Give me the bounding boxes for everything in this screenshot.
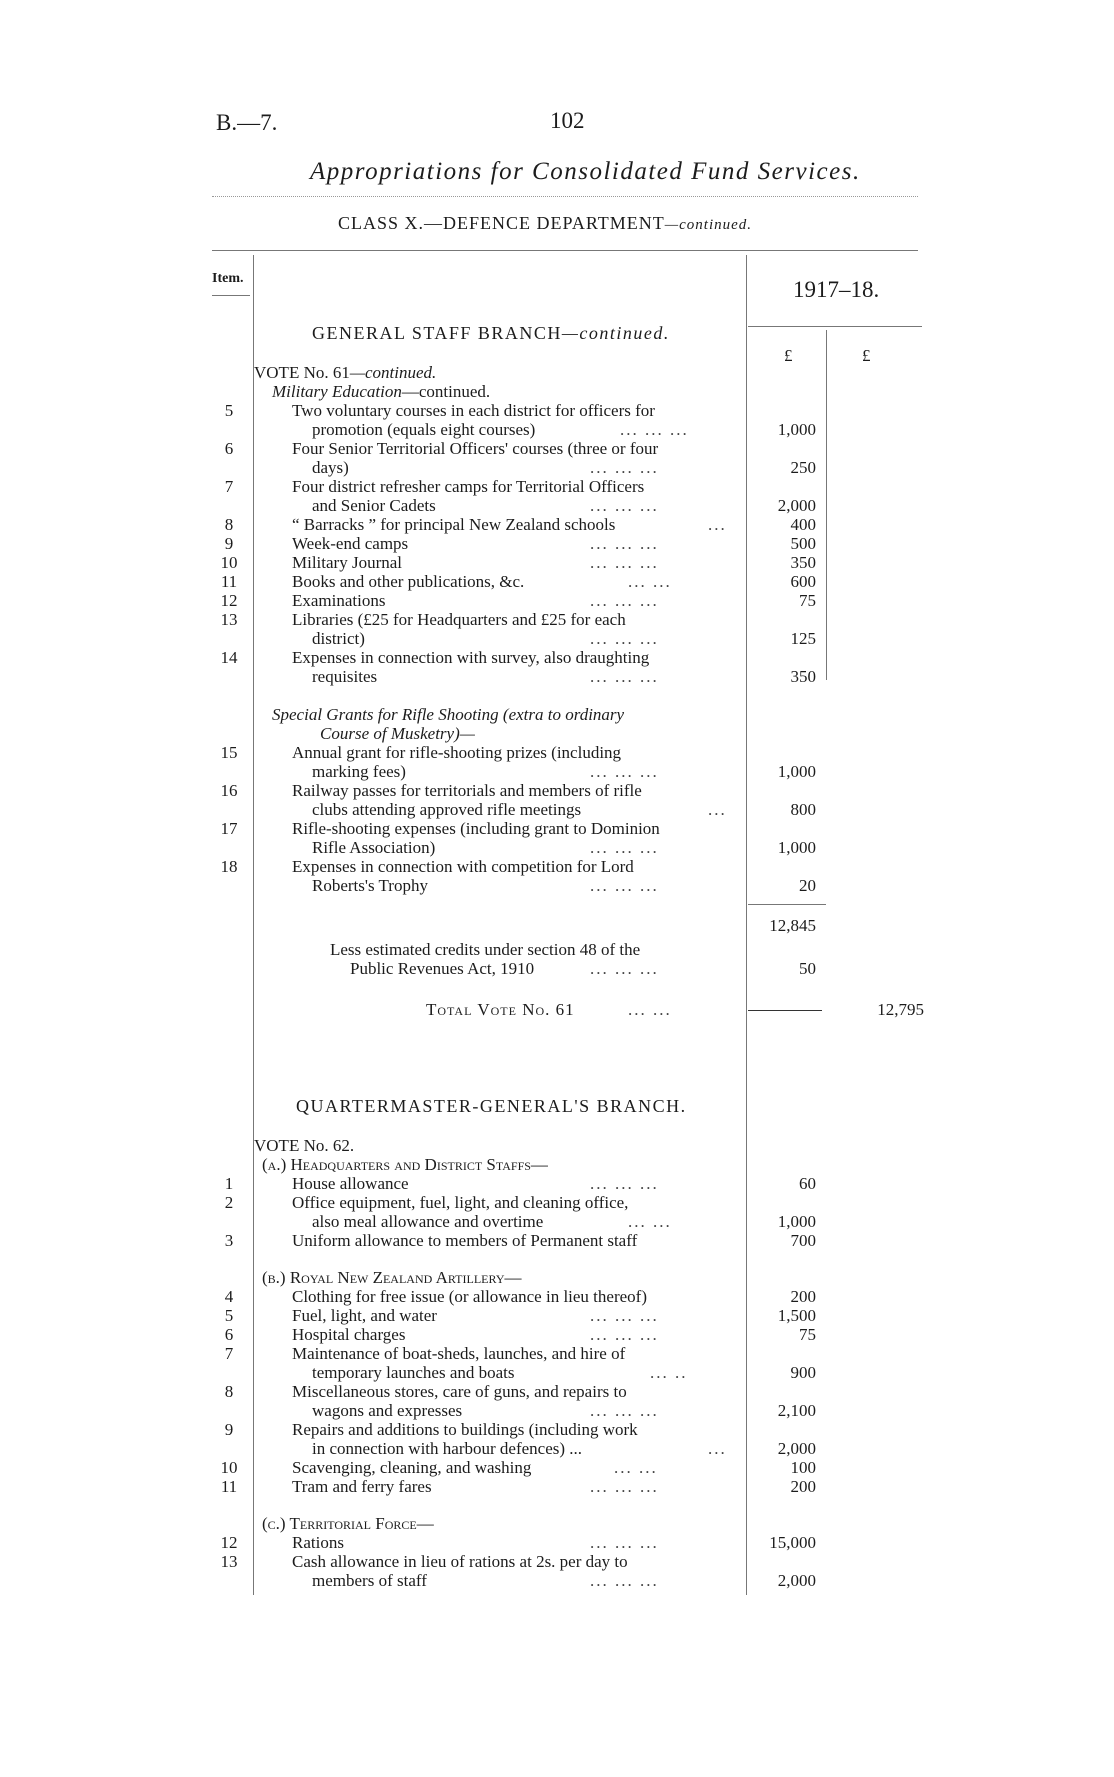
vote-62-heading (0, 1136, 1114, 1155)
table-row (0, 781, 1114, 800)
page-number: 102 (550, 108, 585, 133)
item-description: Four Senior Territorial Officers' courses (three or four (292, 439, 659, 458)
item-amount: 1,000 (777, 1212, 816, 1231)
table-row-continuation (0, 800, 1114, 819)
item-description-cont: district) (312, 629, 365, 648)
table-row (0, 401, 1114, 420)
table-row-continuation (0, 838, 1114, 857)
military-education-subhead (0, 382, 1114, 401)
item-description: Repairs and additions to buildings (including work (292, 1420, 638, 1439)
leader-dots-short: ... (708, 515, 727, 534)
class-heading (338, 213, 752, 234)
leader-dots: ... ... ... (590, 1306, 659, 1325)
item-number: 10 (220, 1458, 238, 1477)
section-c-heading (0, 1514, 1114, 1533)
leader-dots-short: ... (708, 800, 727, 819)
subhead-continued: —continued. (401, 382, 491, 401)
item-description: Expenses in connection with competition for Lord (292, 857, 634, 876)
leader-dots: ... ... ... (590, 496, 659, 515)
table-row (0, 553, 1114, 572)
leader-dots: ... ... ... (590, 838, 659, 857)
item-amount: 100 (790, 1458, 816, 1477)
general-staff-branch-title (312, 323, 670, 344)
item-amount: 2,100 (777, 1401, 816, 1420)
quartermaster-branch-title: QUARTERMASTER-GENERAL'S BRANCH. (296, 1096, 687, 1116)
item-number: 8 (224, 515, 234, 534)
item-amount: 350 (790, 667, 816, 686)
table-row-continuation (0, 496, 1114, 515)
table-row (0, 1193, 1114, 1212)
item-number: 12 (220, 1533, 238, 1552)
item-number: 5 (224, 401, 234, 420)
item-amount: 800 (790, 800, 816, 819)
item-description-cont: requisites (312, 667, 378, 686)
leader-dots-medium: ... .. (650, 1363, 688, 1382)
item-description: Scavenging, cleaning, and washing (292, 1458, 532, 1477)
document-reference: B.—7. (216, 110, 278, 135)
item-number: 11 (220, 572, 238, 591)
table-row (0, 534, 1114, 553)
item-description: Railway passes for territorials and members of rifle (292, 781, 642, 800)
section-b-heading (0, 1268, 1114, 1287)
branch-title-text: GENERAL STAFF BRANCH (312, 323, 562, 343)
item-description: Hospital charges (292, 1325, 406, 1344)
less-credits-text-cont: Public Revenues Act, 1910 (350, 959, 535, 978)
item-description: Week-end camps (292, 534, 409, 553)
table-row-continuation (0, 762, 1114, 781)
item-number: 10 (220, 553, 238, 572)
item-number: 17 (220, 819, 238, 838)
vote-61-heading (0, 363, 1114, 382)
item-description-cont: Rifle Association) (312, 838, 436, 857)
item-description: Four district refresher camps for Territorial Officers (292, 477, 645, 496)
item-description: Books and other publications, &c. (292, 572, 525, 591)
item-description: Fuel, light, and water (292, 1306, 437, 1325)
section-c-label: (c.) Territorial Force— (262, 1514, 434, 1533)
item-amount: 1,000 (777, 838, 816, 857)
table-row-continuation (0, 458, 1114, 477)
item-number: 16 (220, 781, 238, 800)
item-number: 7 (224, 1344, 234, 1363)
subhead-text: Military Education (272, 382, 402, 401)
table-row (0, 439, 1114, 458)
table-row-continuation (0, 1571, 1114, 1590)
total-vote-61-row (0, 1000, 1114, 1019)
leader-dots: ... ... ... (590, 629, 659, 648)
table-row (0, 572, 1114, 591)
branch-title-continued: —continued. (561, 323, 670, 343)
vote-61-continued: —continued. (349, 363, 437, 382)
item-number: 6 (224, 1325, 234, 1344)
leader-dots-medium: ... ... (628, 1212, 672, 1231)
item-number: 13 (220, 1552, 238, 1571)
table-row-continuation (0, 1363, 1114, 1382)
item-amount: 75 (799, 1325, 816, 1344)
item-number: 8 (224, 1382, 234, 1401)
item-description: “ Barracks ” for principal New Zealand schools (292, 515, 616, 534)
item-amount: 20 (799, 876, 816, 895)
item-description: Examinations (292, 591, 386, 610)
table-row-continuation (0, 1212, 1114, 1231)
military-education-label (272, 382, 490, 401)
item-amount: 500 (790, 534, 816, 553)
item-number: 12 (220, 591, 238, 610)
item-description-cont: in connection with harbour defences) ... (312, 1439, 583, 1458)
leader-dots: ... ... ... (590, 591, 659, 610)
table-row (0, 1306, 1114, 1325)
leader-dots: ... ... ... (590, 667, 659, 686)
leader-dots: ... ... ... (590, 534, 659, 553)
total-vote-61-amount: 12,795 (877, 1000, 924, 1019)
year-column-header: 1917–18. (793, 277, 880, 302)
leader-dots: ... ... ... (590, 1401, 659, 1420)
leader-dots: ... ... ... (590, 876, 659, 895)
item-amount: 125 (790, 629, 816, 648)
class-heading-continued: —continued. (664, 217, 753, 233)
item-number: 9 (224, 1420, 234, 1439)
table-row-continuation (0, 876, 1114, 895)
table-row (0, 1420, 1114, 1439)
item-amount: 250 (790, 458, 816, 477)
item-description-cont: temporary launches and boats (312, 1363, 515, 1382)
item-description-cont: marking fees) (312, 762, 406, 781)
item-amount: 700 (790, 1231, 816, 1250)
leader-dots: ... ... ... (590, 553, 659, 572)
item-header-underline (212, 295, 250, 296)
item-description: Two voluntary courses in each district for officers for (292, 401, 655, 420)
item-amount: 200 (790, 1477, 816, 1496)
subtotal-amount: 12,845 (769, 916, 816, 935)
total-vote-61-label: Total Vote No. 61 (426, 1000, 575, 1019)
item-number: 11 (220, 1477, 238, 1496)
item-description: Rations (292, 1533, 344, 1552)
item-number: 13 (220, 610, 238, 629)
item-description-cont: members of staff (312, 1571, 427, 1590)
item-number: 7 (224, 477, 234, 496)
leader-dots: ... ... ... (590, 1477, 659, 1496)
item-description: Office equipment, fuel, light, and cleaning office, (292, 1193, 629, 1212)
item-amount: 1,000 (777, 420, 816, 439)
leader-dots: ... ... ... (590, 762, 659, 781)
leader-dots-medium: ... ... (628, 572, 672, 591)
leader-dots-medium: ... ... (614, 1458, 658, 1477)
subtotal-row (0, 916, 1114, 935)
leader-dots: ... ... ... (590, 1174, 659, 1193)
item-column-header: Item. (212, 271, 244, 286)
leader-dots-medium: ... ... (628, 1000, 672, 1019)
item-description: House allowance (292, 1174, 409, 1193)
item-number: 18 (220, 857, 238, 876)
item-description-cont: days) (312, 458, 349, 477)
table-row (0, 1174, 1114, 1193)
table-row-continuation (0, 629, 1114, 648)
table-row-continuation (0, 667, 1114, 686)
section-b-label: (b.) Royal New Zealand Artillery— (262, 1268, 522, 1287)
item-number: 4 (224, 1287, 234, 1306)
table-row (0, 1477, 1114, 1496)
item-description: Military Journal (292, 553, 403, 572)
table-row (0, 1382, 1114, 1401)
item-amount: 200 (790, 1287, 816, 1306)
table-row (0, 591, 1114, 610)
class-heading-text: CLASS X.—DEFENCE DEPARTMENT (338, 213, 665, 233)
item-amount: 2,000 (777, 1439, 816, 1458)
item-description: Expenses in connection with survey, also draughting (292, 648, 650, 667)
leader-dots: ... ... ... (590, 1571, 659, 1590)
item-amount: 15,000 (769, 1533, 816, 1552)
pound-column-2: £ (862, 346, 871, 365)
section-a-label: (a.) Headquarters and District Staffs— (262, 1155, 548, 1174)
item-number: 14 (220, 648, 238, 667)
page-title: Appropriations for Consolidated Fund Services. (310, 158, 861, 185)
table-row-continuation (0, 420, 1114, 439)
item-description-cont: wagons and expresses (312, 1401, 463, 1420)
item-amount: 2,000 (777, 1571, 816, 1590)
item-amount: 400 (790, 515, 816, 534)
item-description-cont: promotion (equals eight courses) (312, 420, 536, 439)
item-description: Miscellaneous stores, care of guns, and repairs to (292, 1382, 627, 1401)
special-grants-heading (0, 705, 1114, 724)
leader-dots: ... ... ... (590, 1533, 659, 1552)
less-credits-row (0, 940, 1114, 959)
item-description-cont: also meal allowance and overtime (312, 1212, 544, 1231)
item-amount: 60 (799, 1174, 816, 1193)
table-row (0, 743, 1114, 762)
special-grants-heading-cont (0, 724, 1114, 743)
table-row (0, 610, 1114, 629)
item-number: 2 (224, 1193, 234, 1212)
less-credits-row-cont (0, 959, 1114, 978)
leader-dots: ... ... ... (590, 1325, 659, 1344)
vote-61-text: VOTE No. 61 (254, 363, 350, 382)
table-row (0, 515, 1114, 534)
item-number: 3 (224, 1231, 234, 1250)
year-rule (748, 326, 922, 327)
item-number: 1 (224, 1174, 234, 1193)
special-grants-heading-line1: Special Grants for Rifle Shooting (extra to ordinary (272, 705, 625, 724)
table-row (0, 1458, 1114, 1477)
item-description: Rifle-shooting expenses (including grant to Dominion (292, 819, 660, 838)
table-row (0, 1325, 1114, 1344)
item-number: 15 (220, 743, 238, 762)
pound-column-1: £ (784, 346, 793, 365)
leader-dots: ... ... ... (620, 420, 689, 439)
leader-dots: ... ... ... (590, 959, 659, 978)
special-grants-heading-line2: Course of Musketry)— (320, 724, 475, 743)
less-credits-text: Less estimated credits under section 48 of the (330, 940, 641, 959)
less-credits-amount: 50 (799, 959, 816, 978)
item-number: 9 (224, 534, 234, 553)
total-rule (748, 1010, 822, 1011)
vote-62-label: VOTE No. 62. (254, 1136, 355, 1155)
table-row-continuation (0, 1439, 1114, 1458)
item-description: Uniform allowance to members of Permanent staff (292, 1231, 638, 1250)
table-row (0, 1287, 1114, 1306)
item-description: Clothing for free issue (or allowance in lieu thereof) (292, 1287, 647, 1306)
item-description-cont: Roberts's Trophy (312, 876, 428, 895)
item-amount: 1,500 (777, 1306, 816, 1325)
section-a-heading (0, 1155, 1114, 1174)
item-amount: 900 (790, 1363, 816, 1382)
table-row (0, 477, 1114, 496)
item-number: 5 (224, 1306, 234, 1325)
leader-dots-short: ... (708, 1439, 727, 1458)
table-row-continuation (0, 1401, 1114, 1420)
item-amount: 1,000 (777, 762, 816, 781)
title-rule (212, 196, 918, 197)
table-row (0, 1344, 1114, 1363)
item-amount: 600 (790, 572, 816, 591)
item-amount: 2,000 (777, 496, 816, 515)
item-amount: 350 (790, 553, 816, 572)
item-description: Tram and ferry fares (292, 1477, 432, 1496)
item-amount: 75 (799, 591, 816, 610)
table-row (0, 1533, 1114, 1552)
item-description: Annual grant for rifle-shooting prizes (including (292, 743, 622, 762)
item-description-cont: and Senior Cadets (312, 496, 436, 515)
item-description: Maintenance of boat-sheds, launches, and hire of (292, 1344, 626, 1363)
table-row (0, 819, 1114, 838)
item-description: Cash allowance in lieu of rations at 2s. per day to (292, 1552, 628, 1571)
vote-61-label (254, 363, 436, 382)
table-row (0, 857, 1114, 876)
header-rule (212, 250, 918, 251)
subtotal-rule (748, 904, 826, 905)
item-description: Libraries (£25 for Headquarters and £25 for each (292, 610, 626, 629)
item-number: 6 (224, 439, 234, 458)
item-description-cont: clubs attending approved rifle meetings (312, 800, 582, 819)
leader-dots: ... ... ... (590, 458, 659, 477)
table-row (0, 1231, 1114, 1250)
table-row (0, 1552, 1114, 1571)
table-row (0, 648, 1114, 667)
